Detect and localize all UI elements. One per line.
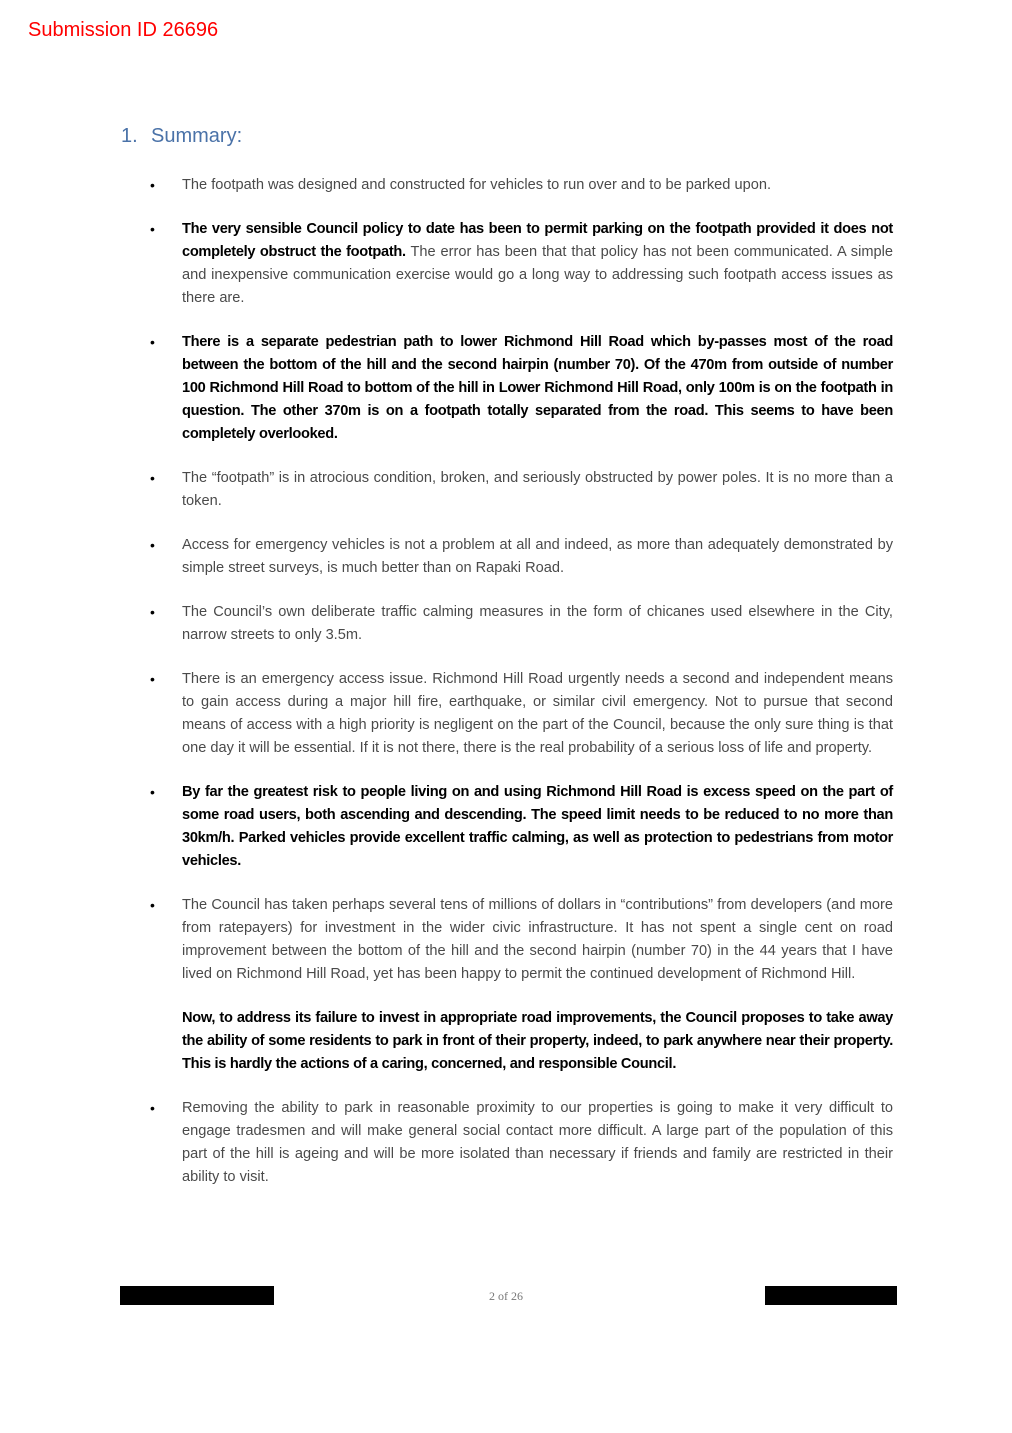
list-item xyxy=(150,601,893,647)
item-text: The “footpath” is in atrocious condition, broken, and seriously obstructed by power poles. It is no more than a token. xyxy=(182,470,893,509)
item-text: Removing the ability to park in reasonable proximity to our properties is going to make it very difficult to engage tradesmen and will make general social contact more difficult. A large part of the population of this part of the hill is ageing and will be more isolated than necessary if friends and family are restricted in their ability to visit. xyxy=(182,1100,893,1185)
redacted-block-right xyxy=(765,1286,897,1305)
bullet-icon: • xyxy=(150,334,155,350)
bullet-icon: • xyxy=(150,537,155,553)
item-text: There is an emergency access issue. Richmond Hill Road urgently needs a second and independent means to gain access during a major hill fire, earthquake, or similar civil emergency. Not to pursue that second means of access with a high priority is negligent on the part of the Council, because the only sure thing is that one day it will be essential. If it is not there, there is the real probability of a serious loss of life and property. xyxy=(182,671,893,756)
list-item xyxy=(150,668,893,760)
bullet-icon: • xyxy=(150,177,155,193)
bullet-icon: • xyxy=(150,1100,155,1116)
item-followup-bold-text: Now, to address its failure to invest in appropriate road improvements, the Council proposes to take away the ability of some residents to park in front of their property, indeed, to park anywhere near their property. This is hardly the actions of a caring, concerned, and responsible Council. xyxy=(182,1010,893,1072)
item-bold-text: There is a separate pedestrian path to lower Richmond Hill Road which by-passes most of the road between the bottom of the hill and the second hairpin (number 70). Of the 470m from outside of number 100 Richmond Hill Road to bottom of the hill in Lower Richmond Hill Road, only 100m is on the footpath in question. The other 370m is on a footpath totally separated from the road. This seems to have been completely overlooked. xyxy=(182,334,893,442)
list-item xyxy=(150,218,893,310)
item-bold-text: The very sensible Council policy to date has been to permit parking on the footpath provided it does not completely obstruct the footpath. xyxy=(182,221,893,260)
item-text: The Council has taken perhaps several tens of millions of dollars in “contributions” from developers (and more from ratepayers) for investment in the wider civic infrastructure. It has not spent a single cent on road improvement between the bottom of the hill and the second hairpin (number 70) in the 44 years that I have lived on Richmond Hill Road, yet has been happy to permit the continued development of Richmond Hill. xyxy=(182,897,893,982)
bullet-icon: • xyxy=(150,784,155,800)
submission-id: Submission ID 26696 xyxy=(28,19,219,41)
section-number: 1. xyxy=(121,125,138,147)
list-item xyxy=(150,331,893,446)
item-bold-text: By far the greatest risk to people living on and using Richmond Hill Road is excess speed on the part of some road users, both ascending and descending. The speed limit needs to be reduced to no more than 30km/h. Parked vehicles provide excellent traffic calming, as well as protection to pedestrians from motor vehicles. xyxy=(182,784,893,869)
bullet-icon: • xyxy=(150,470,155,486)
summary-list xyxy=(150,174,893,1210)
list-item xyxy=(150,781,893,873)
page-number: 2 of 26 xyxy=(489,1289,523,1303)
list-item xyxy=(150,534,893,580)
section-heading xyxy=(121,125,242,148)
list-item xyxy=(150,174,893,197)
list-item xyxy=(150,467,893,513)
section-title: Summary: xyxy=(151,125,243,147)
list-item xyxy=(150,1097,893,1189)
bullet-icon: • xyxy=(150,671,155,687)
bullet-icon: • xyxy=(150,604,155,620)
item-text: The footpath was designed and constructed for vehicles to run over and to be parked upon. xyxy=(182,177,771,193)
bullet-icon: • xyxy=(150,221,155,237)
item-text: Access for emergency vehicles is not a problem at all and indeed, as more than adequately demonstrated by simple street surveys, is much better than on Rapaki Road. xyxy=(182,537,893,576)
item-text: The error has been that that policy has not been communicated. A simple and inexpensive communication exercise would go a long way to addressing such footpath access issues as there are. xyxy=(182,244,893,306)
list-item xyxy=(150,894,893,1076)
bullet-icon: • xyxy=(150,897,155,913)
item-text: The Council’s own deliberate traffic calming measures in the form of chicanes used elsewhere in the City, narrow streets to only 3.5m. xyxy=(182,604,893,643)
